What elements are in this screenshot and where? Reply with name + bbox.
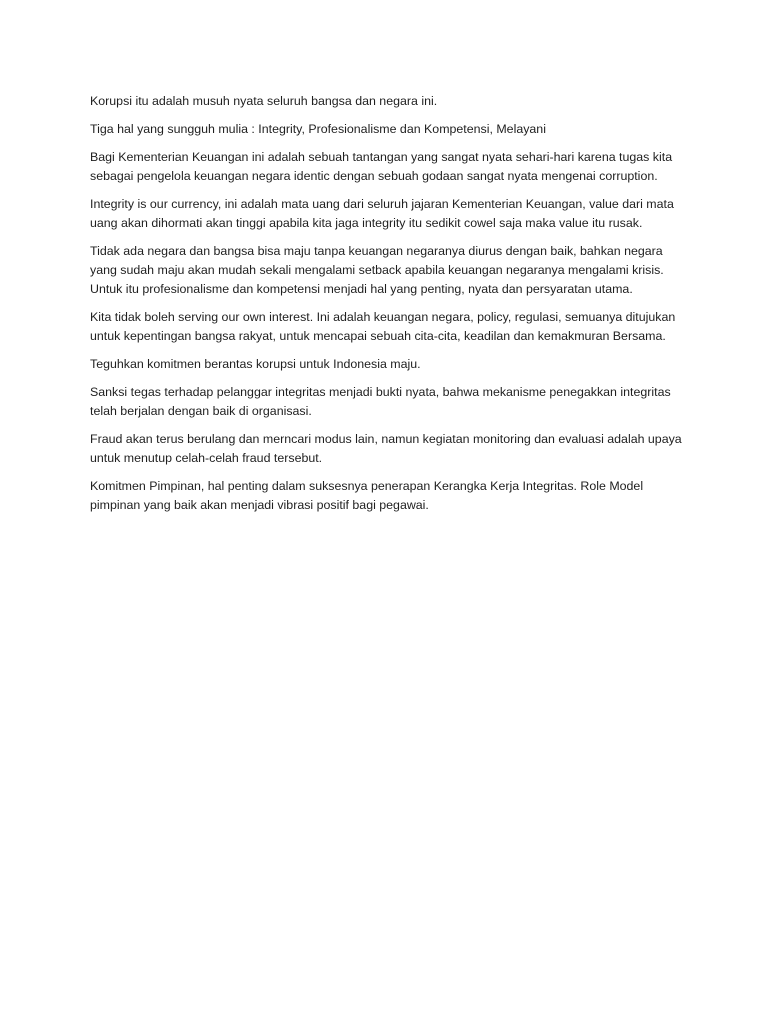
paragraph-2: Tiga hal yang sungguh mulia : Integrity, Profesionalisme dan Kompetensi, Melayani — [90, 122, 546, 136]
paragraph-10: Komitmen Pimpinan, hal penting dalam suksesnya penerapan Kerangka Kerja Integritas. Role Model pimpinan yang baik akan menjadi vibrasi positif bagi pegawai. — [90, 479, 644, 512]
paragraph-1: Korupsi itu adalah musuh nyata seluruh bangsa dan negara ini. — [90, 94, 438, 108]
paragraph-5: Tidak ada negara dan bangsa bisa maju tanpa keuangan negaranya diurus dengan baik, bahkan negara yang sudah maju akan mudah sekali mengalami setback apabila keuangan negaranya mengalami krisis. Untuk itu profesionalisme dan kompetensi menjadi hal yang penting, nyata dan persyaratan utama. — [90, 244, 664, 296]
paragraph-3: Bagi Kementerian Keuangan ini adalah sebuah tantangan yang sangat nyata sehari-hari karena tugas kita sebagai pengelola keuangan negara identic dengan sebuah godaan sangat nyata mengenai corruption. — [90, 150, 673, 183]
paragraph-7: Teguhkan komitmen berantas korupsi untuk Indonesia maju. — [90, 357, 421, 371]
document-body — [90, 92, 690, 524]
paragraph-4: Integrity is our currency, ini adalah mata uang dari seluruh jajaran Kementerian Keuangan, value dari mata uang akan dihormati akan tinggi apabila kita jaga integrity itu sedikit cowel saja maka value itu rusak. — [90, 197, 674, 230]
paragraph-8: Sanksi tegas terhadap pelanggar integritas menjadi bukti nyata, bahwa mekanisme penegakkan integritas telah berjalan dengan baik di organisasi. — [90, 385, 671, 418]
paragraph-9: Fraud akan terus berulang dan merncari modus lain, namun kegiatan monitoring dan evaluasi adalah upaya untuk menutup celah-celah fraud tersebut. — [90, 432, 682, 465]
paragraph-6: Kita tidak boleh serving our own interest. Ini adalah keuangan negara, policy, regulasi, semuanya ditujukan untuk kepentingan bangsa rakyat, untuk mencapai sebuah cita-cita, keadilan dan kemakmuran Bersama. — [90, 310, 676, 343]
